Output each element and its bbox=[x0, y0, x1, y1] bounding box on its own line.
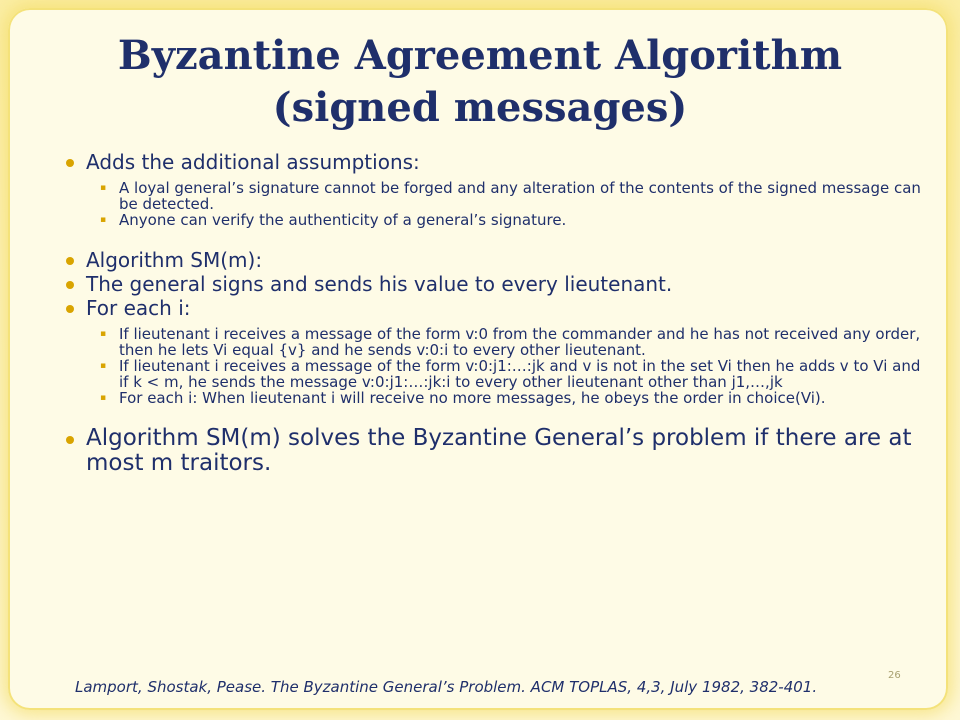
slide-content bbox=[64, 150, 924, 476]
sub-bullet-receive-v0: ▪ If lieutenant i receives a message of the form v:0 from the commander and he has not received any order, then he lets Vi equal {v} and he sends v:0:i to every other lieutenant. bbox=[64, 326, 924, 358]
spacer bbox=[64, 406, 924, 426]
sub-bullet-signature-unforgeable: ▪ A loyal general’s signature cannot be forged and any alteration of the contents of the signed message can be detected. bbox=[64, 180, 924, 212]
bullet-assumptions: Adds the additional assumptions: bbox=[64, 150, 924, 174]
sub-bullet-verify-authenticity: ▪ Anyone can verify the authenticity of a general’s signature. bbox=[64, 212, 924, 228]
slide-title bbox=[60, 30, 900, 134]
spacer bbox=[64, 228, 924, 248]
citation-footer: Lamport, Shostak, Pease. The Byzantine General’s Problem. ACM TOPLAS, 4,3, July 1982, 382-401. bbox=[75, 678, 818, 696]
page-number: 26 bbox=[888, 670, 901, 681]
sub-bullet-obey-choice: ▪ For each i: When lieutenant i will receive no more messages, he obeys the order in choice(Vi). bbox=[64, 390, 924, 406]
bullet-algorithm-sm: Algorithm SM(m): bbox=[64, 248, 924, 272]
bullet-conclusion: Algorithm SM(m) solves the Byzantine General’s problem if there are at most m traitors. bbox=[64, 426, 924, 476]
sub-bullet-receive-chain: ▪ If lieutenant i receives a message of the form v:0:j1:…:jk and v is not in the set Vi then he adds v to Vi and if k < m, he sends the message v:0:j1:…:jk:i to every other lieutenant other than j1,…,jk bbox=[64, 358, 924, 390]
bullet-for-each: For each i: bbox=[64, 296, 924, 320]
title-line-2: (signed messages) bbox=[272, 84, 688, 131]
title-line-1: Byzantine Agreement Algorithm bbox=[117, 32, 843, 79]
bullet-general-signs: The general signs and sends his value to every lieutenant. bbox=[64, 272, 924, 296]
